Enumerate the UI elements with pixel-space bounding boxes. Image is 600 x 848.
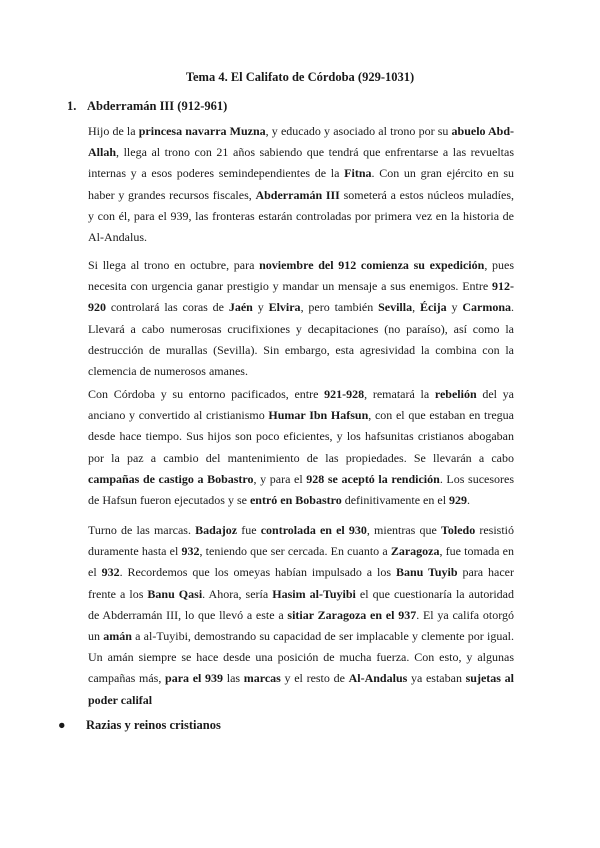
bold-run: marcas — [243, 671, 281, 686]
text-run: , — [412, 300, 420, 315]
bold-run: Hasim al-Tuyibi — [272, 586, 356, 601]
bold-run: 932 — [181, 544, 200, 559]
bullet-marker: ● — [58, 718, 66, 732]
paragraph-3 — [88, 384, 514, 511]
bold-run: Banu Tuyib — [395, 565, 458, 580]
bold-run: controlada en el 930 — [260, 523, 367, 537]
bold-run: Elvira — [268, 300, 301, 315]
text-run: y — [252, 300, 269, 315]
bold-run: 921-928 — [324, 387, 365, 401]
bold-run: Fitna — [344, 166, 372, 181]
text-run: . Ahora, sería — [202, 586, 273, 601]
text-run: el que cuestionaría la autoridad de Abderramán III, lo que llevó a este a — [88, 586, 514, 622]
text-run: . — [467, 493, 471, 508]
paragraph-1 — [88, 121, 514, 248]
text-run: , pues necesita con urgencia ganar prestigio y mandar un mensaje a sus enemigos. Entre — [88, 258, 514, 294]
bold-run: sujetas al poder califal — [88, 671, 514, 707]
text-run: , y para el — [253, 471, 307, 486]
text-run: . Llevará a cabo numerosas crucifixiones y decapitaciones (no paraíso), así como la destrucción de murallas (Sevilla). Sin embargo, esta agresividad la combina con la clemencia de numerosos amanes. — [88, 300, 515, 379]
bold-run: Jaén — [228, 300, 253, 315]
text-run: , con el que estaban en tregua desde hace tiempo. Sus hijos son poco eficientes, y los hafsunitas cristianos abogaban por la paz a cambio del mantenimiento de las propiedades. Se llevarán a cabo — [88, 408, 515, 465]
text-run: fue — [237, 523, 261, 537]
text-run: resistió duramente hasta el — [88, 523, 515, 559]
bold-run: 912-920 — [88, 279, 514, 315]
text-run: del ya anciano y convertido al cristianismo — [88, 387, 514, 423]
text-run: someterá a estos núcleos muladíes, y con él, para el 939, las fronteras estarán controladas por primera vez en la historia de Al-Andalus. — [88, 187, 515, 245]
text-run: las — [223, 671, 244, 686]
document-title: Tema 4. El Califato de Córdoba (929-1031) — [185, 70, 415, 84]
text-run: , mientras que — [366, 523, 441, 537]
bold-run: campañas de castigo a Bobastro — [88, 471, 254, 486]
bold-run: sitiar Zaragoza en el 937 — [287, 607, 417, 622]
bold-run: Écija — [419, 300, 447, 315]
bold-run: Carmona — [462, 300, 512, 315]
bold-run: 929 — [449, 493, 468, 508]
bold-run: Al-Andalus — [348, 671, 408, 686]
bold-run: Humar Ibn Hafsun — [268, 408, 369, 423]
bullet-item — [58, 718, 221, 733]
text-run: y — [446, 300, 463, 315]
paragraph-2 — [88, 255, 514, 382]
text-run: . El ya califa otorgó un — [88, 607, 514, 644]
text-run: . Con un gran ejército en su haber y grandes recursos fiscales, — [88, 166, 514, 202]
text-run: a al-Tuyibi, demostrando su capacidad de ser implacable y clemente por igual. Un amán siempre se hace desde una posición de mucha fuerza. Con esto, y algunas campañas más, — [88, 629, 515, 686]
text-run: Turno de las marcas. — [88, 523, 196, 537]
text-run: Hijo de la — [88, 124, 139, 138]
section-number: 1. — [67, 99, 77, 113]
bullet-text: Razias y reinos cristianos — [86, 718, 221, 732]
bold-run: Sevilla — [378, 300, 413, 315]
text-run: y el resto de — [280, 671, 349, 686]
section-heading — [67, 99, 227, 114]
text-run: Con Córdoba y su entorno pacificados, entre — [88, 387, 325, 401]
text-run: controlará las coras de — [106, 300, 229, 315]
text-run: para hacer frente a los — [88, 565, 514, 601]
text-run: , y educado y asociado al trono por su — [265, 124, 452, 138]
text-run: , teniendo que ser cercada. En cuanto a — [199, 544, 391, 559]
text-run: . Los sucesores de Hafsun fueron ejecutados y se — [88, 471, 515, 508]
bold-run: 928 se aceptó la rendición — [306, 471, 440, 486]
text-run: , rematará la — [364, 387, 435, 401]
bold-run: Zaragoza — [390, 544, 440, 559]
bold-run: amán — [103, 629, 132, 644]
text-run: definitivamente en el — [341, 493, 450, 508]
text-run: Si llega al trono en octubre, para — [88, 258, 260, 272]
bold-run: rebelión — [434, 387, 477, 401]
text-run: . Recordemos que los omeyas habían impulsado a los — [119, 565, 396, 580]
text-run: ya estaban — [407, 671, 466, 686]
bold-run: entró en Bobastro — [249, 493, 342, 508]
bold-run: Abderramán III — [255, 187, 340, 202]
bold-run: abuelo Abd-Allah — [88, 124, 515, 160]
bold-run: para el 939 — [165, 671, 224, 686]
text-run: , pero también — [300, 300, 379, 315]
bold-run: Banu Qasi — [147, 586, 203, 601]
bold-run: Toledo — [440, 523, 476, 537]
bold-run: Badajoz — [195, 523, 238, 537]
bold-run: 932 — [101, 565, 120, 580]
bold-run: noviembre del 912 comienza su expedición — [259, 258, 485, 272]
paragraph-4 — [88, 520, 514, 711]
text-run: , llega al trono con 21 años sabiendo que tendrá que enfrentarse a las revueltas internas y a esos poderes semindependientes de la — [88, 145, 514, 181]
text-run: , fue tomada en el — [88, 544, 514, 580]
section-heading-text: Abderramán III (912-961) — [87, 99, 228, 113]
bold-run: princesa navarra Muzna — [138, 124, 266, 138]
